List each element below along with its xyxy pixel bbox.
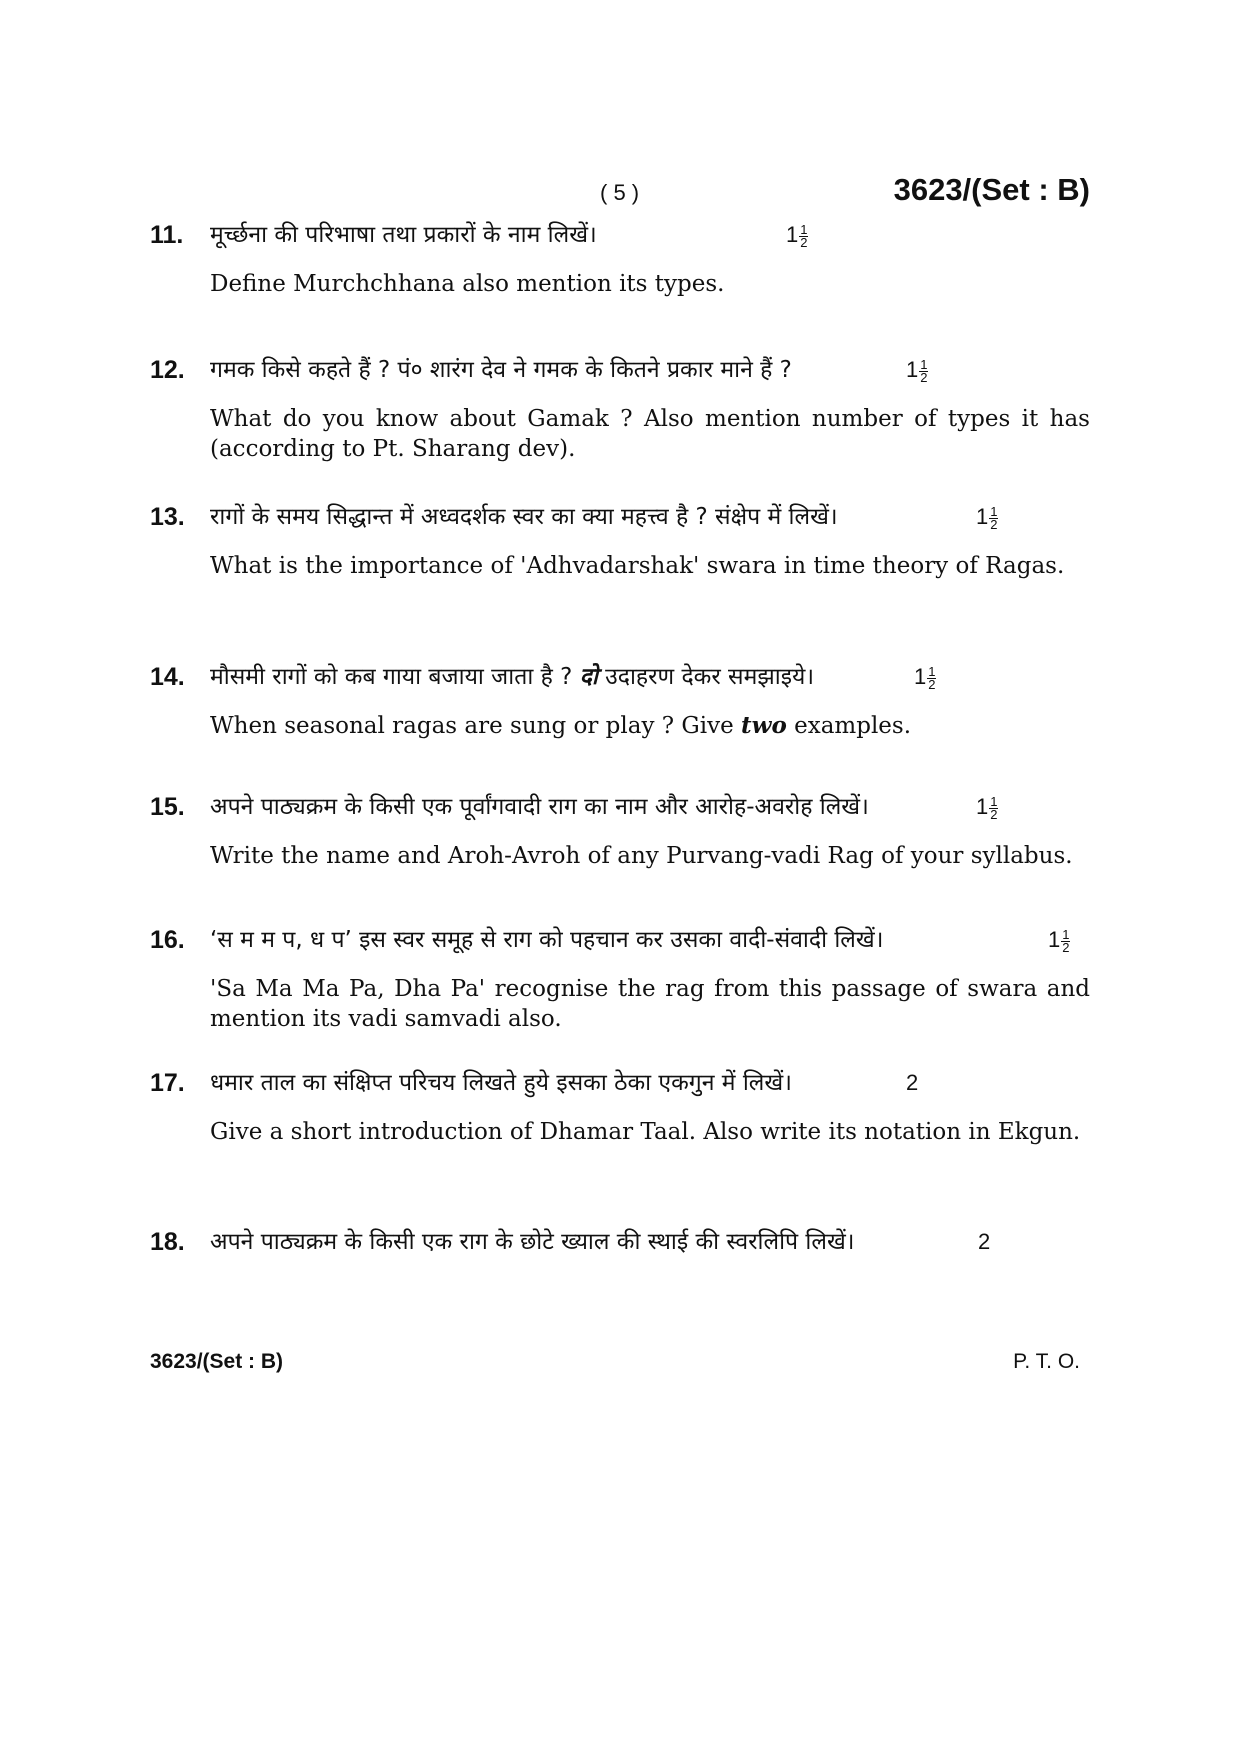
marks: 2 [978, 1229, 991, 1254]
question-number: 12. [150, 356, 185, 384]
question-18 [150, 1222, 1090, 1262]
question-english: Give a short introduction of Dhamar Taal. Also write its notation in Ekgun. [210, 1119, 1081, 1145]
question-hindi: अपने पाठ्यक्रम के किसी एक पूर्वांगवादी राग का नाम और आरोह-अवरोह लिखें। [210, 794, 869, 820]
question-hindi: अपने पाठ्यक्रम के किसी एक राग के छोटे ख्याल की स्थाई की स्वरलिपि लिखें। [210, 1229, 855, 1255]
question-number: 14. [150, 663, 185, 691]
question-number: 13. [150, 503, 185, 531]
question-hindi: रागों के समय सिद्धान्त में अध्वदर्शक स्वर का क्या महत्त्व है ? संक्षेप में लिखें। [210, 504, 838, 530]
question-hindi: ‘स म म प, ध प’ इस स्वर समूह से राग को पहचान कर उसका वादी-संवादी लिखें। [210, 927, 884, 953]
page-number: ( 5 ) [600, 180, 640, 205]
question-hindi: मौसमी रागों को कब गाया बजाया जाता है ? दो उदाहरण देकर समझाइये। [210, 664, 815, 690]
question-english: Write the name and Aroh-Avroh of any Purvang-vadi Rag of your syllabus. [210, 843, 1073, 869]
question-17 [150, 1063, 1090, 1147]
marks: 1 $\frac{1}{2}$ [786, 221, 808, 250]
marks: 1 $\frac{1}{2}$ [906, 356, 928, 385]
question-16 [150, 920, 1090, 1034]
question-english: What is the importance of 'Adhvadarshak' swara in time theory of Ragas. [210, 553, 1065, 579]
marks: 1 $\frac{1}{2}$ [976, 503, 998, 532]
question-english: 'Sa Ma Ma Pa, Dha Pa' recognise the rag from this passage of swara and mention its vadi samvadi also. [210, 976, 1090, 1032]
marks: 1 $\frac{1}{2}$ [976, 793, 998, 822]
question-hindi: मूर्च्छना की परिभाषा तथा प्रकारों के नाम लिखें। [210, 222, 597, 248]
set-code-footer: 3623/(Set : B) [150, 1350, 284, 1373]
question-english: When seasonal ragas are sung or play ? Give two examples. [210, 712, 912, 739]
please-turn-over: P. T. O. [1013, 1350, 1080, 1373]
question-hindi: धमार ताल का संक्षिप्त परिचय लिखते हुये इसका ठेका एकगुन में लिखें। [210, 1070, 792, 1096]
set-code-header: 3623/(Set : B) [893, 172, 1090, 207]
question-14 [150, 657, 1090, 741]
marks: 1 $\frac{1}{2}$ [1048, 926, 1070, 955]
question-number: 18. [150, 1228, 185, 1256]
question-number: 16. [150, 926, 185, 954]
question-number: 11. [150, 221, 184, 249]
question-number: 17. [150, 1069, 185, 1097]
question-13 [150, 497, 1090, 581]
question-number: 15. [150, 793, 185, 821]
question-english: Define Murchchhana also mention its types. [210, 271, 725, 297]
question-english: What do you know about Gamak ? Also mention number of types it has (according to Pt. Sharang dev). [210, 406, 1090, 462]
marks: 2 [906, 1070, 919, 1095]
question-11 [150, 215, 1090, 299]
question-12 [150, 350, 1090, 464]
question-15 [150, 787, 1090, 871]
question-hindi: गमक किसे कहते हैं ? पं० शारंग देव ने गमक के कितने प्रकार माने हैं ? [210, 357, 792, 383]
marks: 1 $\frac{1}{2}$ [914, 663, 936, 692]
